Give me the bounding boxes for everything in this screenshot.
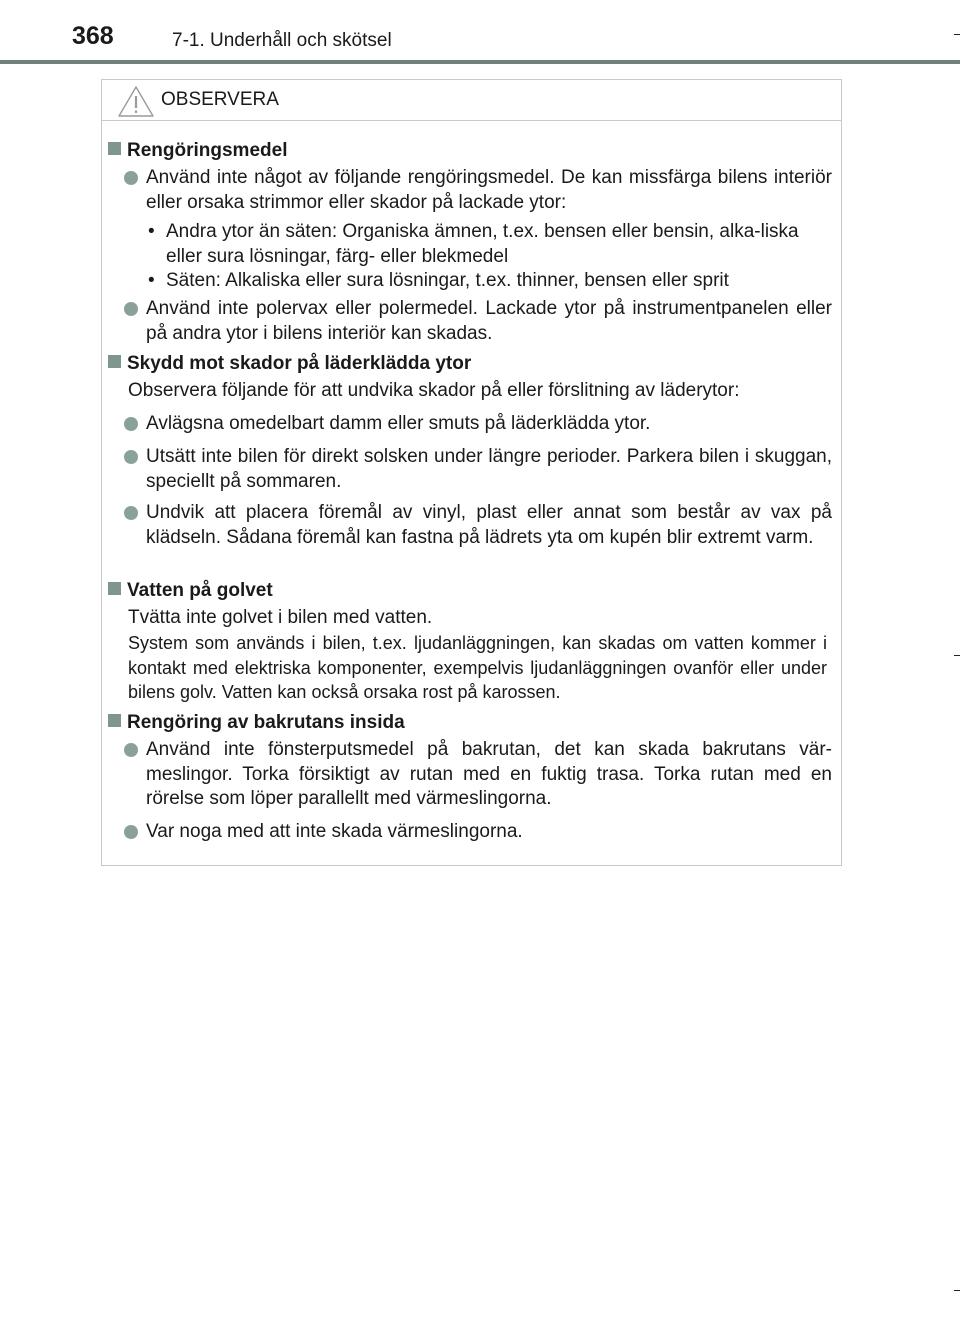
paragraph: System som används i bilen, t.ex. ljudanläggningen, kan skadas om vatten kommer i kontakt med elektriska komponenter, exempelvis ljudanläggningen ovanför eller under bilens golv. Vatten kan också orsaka rost på karossen. xyxy=(128,633,827,702)
warning-triangle-icon xyxy=(116,84,156,118)
caution-box xyxy=(101,79,842,866)
bullet-icon xyxy=(124,417,138,431)
crop-mark xyxy=(954,655,960,656)
intro-text: Observera följande för att undvika skador på eller förslitning av läderytor: xyxy=(128,380,740,401)
crop-mark xyxy=(954,34,960,35)
list-item: Var noga med att inte skada värmeslingorna. xyxy=(124,820,832,845)
section-marker-icon xyxy=(108,355,121,368)
section-heading: Rengöring av bakrutans insida xyxy=(108,711,405,735)
bullet-icon xyxy=(124,171,138,185)
section-heading: Vatten på golvet xyxy=(108,579,273,603)
caution-header xyxy=(102,80,841,121)
page-number: 368 xyxy=(72,22,114,50)
list-item: Använd inte polervax eller polermedel. Lackade ytor på instrumentpanelen eller på andra ytor i bilens interiör kan skadas. xyxy=(124,297,832,346)
section-heading: Rengöringsmedel xyxy=(108,139,287,163)
section-marker-icon xyxy=(108,142,121,155)
bullet-icon xyxy=(124,743,138,757)
section-title: 7-1. Underhåll och skötsel xyxy=(172,30,392,51)
caution-label: OBSERVERA xyxy=(161,89,279,110)
list-item: Avlägsna omedelbart damm eller smuts på läderklädda ytor. xyxy=(124,412,832,437)
list-item: Undvik att placera föremål av vinyl, plast eller annat som består av vax på klädseln. Sådana föremål kan fastna på lädrets yta om kupén blir extremt varm. xyxy=(124,501,832,550)
list-item: Använd inte något av följande rengöringsmedel. De kan missfärga bilens interiör eller orsaka strimmor eller skador på lackade ytor: xyxy=(124,166,832,215)
header-divider xyxy=(0,60,960,64)
section-marker-icon xyxy=(108,714,121,727)
bullet-icon xyxy=(124,450,138,464)
paragraph: Tvätta inte golvet i bilen med vatten. xyxy=(128,607,433,628)
section-heading: Skydd mot skador på läderklädda ytor xyxy=(108,352,471,376)
bullet-icon xyxy=(124,302,138,316)
bullet-icon xyxy=(124,825,138,839)
bullet-icon xyxy=(124,506,138,520)
section-marker-icon xyxy=(108,582,121,595)
crop-mark xyxy=(954,1290,960,1291)
list-item: Använd inte fönsterputsmedel på bakrutan, det kan skada bakrutans vär-meslingor. Torka försiktigt av rutan med en fuktig trasa. Torka rutan med en rörelse som löper parallellt med värmeslingorna. xyxy=(124,738,832,812)
sub-list-item: • Säten: Alkaliska eller sura lösningar, t.ex. thinner, bensen eller sprit xyxy=(148,270,729,291)
sub-list-item: • Andra ytor än säten: Organiska ämnen, t.ex. bensen eller bensin, alka-liska eller sura lösningar, färg- eller blekmedel xyxy=(148,221,799,267)
list-item: Utsätt inte bilen för direkt solsken under längre perioder. Parkera bilen i skuggan, speciellt på sommaren. xyxy=(124,445,832,494)
